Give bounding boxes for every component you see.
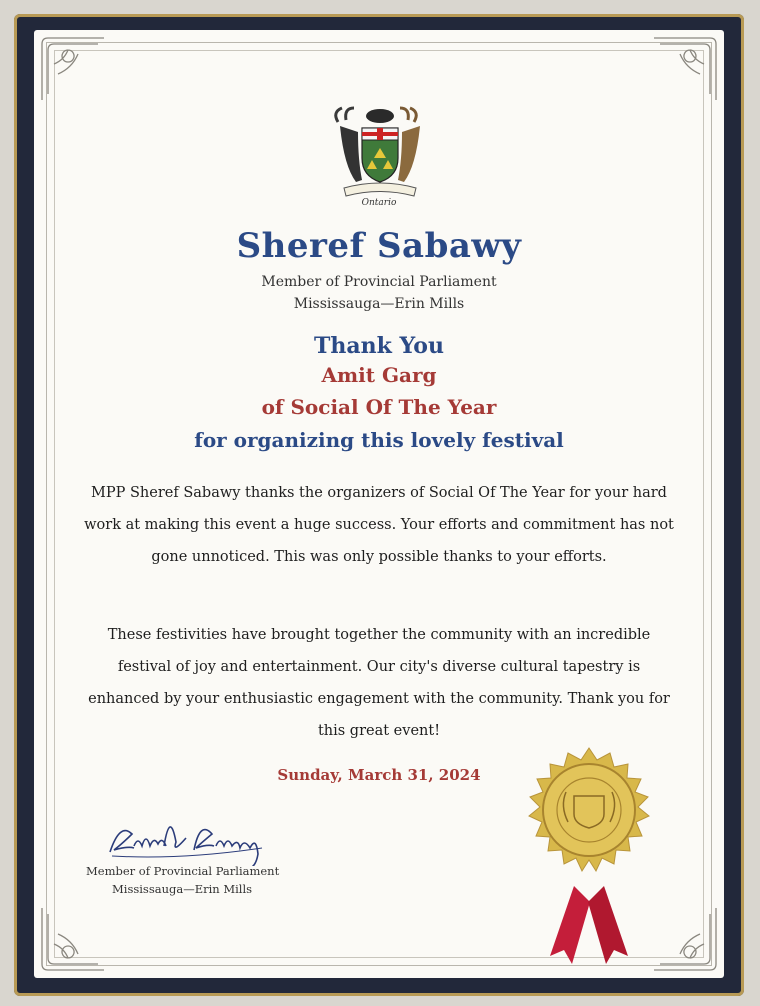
signature-riding: Mississauga—Erin Mills [112, 882, 253, 896]
gold-seal [504, 746, 674, 976]
crest-caption: Ontario [361, 198, 397, 208]
signature-role: Member of Provincial Parliament [86, 864, 280, 878]
certificate-date: Sunday, March 31, 2024 [277, 766, 481, 784]
mpp-riding: Mississauga—Erin Mills [293, 296, 465, 312]
award-purpose: for organizing this lovely festival [194, 428, 564, 452]
ontario-coat-of-arms [330, 102, 430, 210]
certificate-paper [34, 30, 724, 978]
thank-you-heading: Thank You [314, 333, 444, 359]
recipient-name: Amit Garg [321, 363, 437, 387]
corner-ornament [38, 34, 108, 104]
body-paragraph-1: MPP Sheref Sabawy thanks the organizers of Social Of The Year for your hard work at making this event a huge success. Your efforts and commitment has not gone unnoticed. This was only possible thanks to your efforts. [84, 485, 674, 565]
corner-ornament [38, 904, 108, 974]
mpp-role: Member of Provincial Parliament [261, 274, 497, 290]
corner-ornament [650, 34, 720, 104]
mpp-name: Sheref Sabawy [236, 226, 522, 266]
event-name: of Social Of The Year [261, 395, 497, 419]
handwritten-signature [104, 806, 274, 866]
body-paragraph-2: These festivities have brought together the community with an incredible festival of joy and entertainment. Our city's diverse cultural tapestry is enhanced by your enthusiastic engagement with the community. Thank you for this great event! [88, 627, 670, 739]
